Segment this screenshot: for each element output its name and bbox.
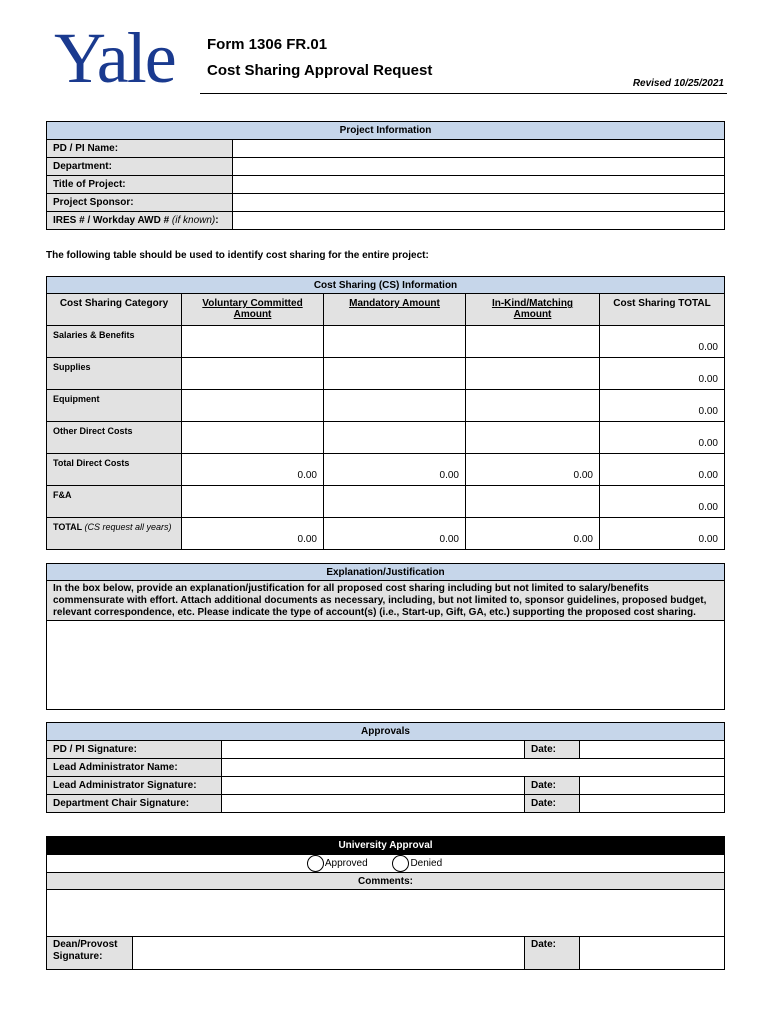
pi-name-field[interactable] xyxy=(233,140,725,158)
total-direct-mandatory: 0.00 xyxy=(324,454,466,486)
lead-admin-date-field[interactable] xyxy=(580,777,725,795)
fa-voluntary[interactable] xyxy=(182,486,324,518)
table-row xyxy=(47,390,725,422)
pi-date-label: Date: xyxy=(525,741,580,759)
category-other-direct: Other Direct Costs xyxy=(47,422,182,454)
dean-date-label: Date: xyxy=(525,937,580,970)
dean-date-field[interactable] xyxy=(580,937,725,970)
category-total-note: (CS request all years) xyxy=(84,522,172,532)
lead-admin-signature-label: Lead Administrator Signature: xyxy=(47,777,222,795)
project-info-header: Project Information xyxy=(47,122,725,140)
equipment-total: 0.00 xyxy=(600,390,725,422)
total-total: 0.00 xyxy=(600,518,725,550)
supplies-inkind[interactable] xyxy=(466,358,600,390)
denied-radio[interactable] xyxy=(392,855,409,872)
revised-date: Revised 10/25/2021 xyxy=(632,78,724,89)
table-row xyxy=(47,454,725,486)
department-field[interactable] xyxy=(233,158,725,176)
ires-awd-label-suffix: : xyxy=(215,215,219,226)
dept-chair-date-field[interactable] xyxy=(580,795,725,813)
total-mandatory: 0.00 xyxy=(324,518,466,550)
pi-signature-field[interactable] xyxy=(222,741,525,759)
lead-admin-date-label: Date: xyxy=(525,777,580,795)
dept-chair-signature-field[interactable] xyxy=(222,795,525,813)
supplies-mandatory[interactable] xyxy=(324,358,466,390)
project-title-field[interactable] xyxy=(233,176,725,194)
category-fa: F&A xyxy=(47,486,182,518)
equipment-voluntary[interactable] xyxy=(182,390,324,422)
project-sponsor-field[interactable] xyxy=(233,194,725,212)
explanation-header: Explanation/Justification xyxy=(47,564,725,581)
cost-sharing-lead-text: The following table should be used to identify cost sharing for the entire project: xyxy=(46,250,429,261)
header-rule xyxy=(200,93,727,94)
approvals-header: Approvals xyxy=(47,723,725,741)
approvals-table xyxy=(46,722,725,813)
dept-chair-date-label: Date: xyxy=(525,795,580,813)
explanation-instructions: In the box below, provide an explanation/justification for all proposed cost sharing including but not limited to salary/benefits commensurate with effort. Attach additional documents as necessary, including, but not limited to, sponsor guidelines, proposed budget, relevant correspondence, etc. Please indicate the type of account(s) (i.e., Start-up, Gift, GA, etc.) supporting the proposed cost sharing. xyxy=(47,581,725,621)
salaries-inkind[interactable] xyxy=(466,326,600,358)
category-equipment: Equipment xyxy=(47,390,182,422)
category-supplies: Supplies xyxy=(47,358,182,390)
equipment-inkind[interactable] xyxy=(466,390,600,422)
dean-signature-field[interactable] xyxy=(133,937,525,970)
total-direct-voluntary: 0.00 xyxy=(182,454,324,486)
comments-field[interactable] xyxy=(47,890,725,937)
total-inkind: 0.00 xyxy=(466,518,600,550)
total-direct-total: 0.00 xyxy=(600,454,725,486)
table-row xyxy=(47,422,725,454)
supplies-voluntary[interactable] xyxy=(182,358,324,390)
col-category: Cost Sharing Category xyxy=(47,294,182,326)
ires-awd-label xyxy=(47,212,233,230)
category-total-direct: Total Direct Costs xyxy=(47,454,182,486)
table-row xyxy=(47,358,725,390)
table-row xyxy=(47,518,725,550)
salaries-voluntary[interactable] xyxy=(182,326,324,358)
university-approval-header: University Approval xyxy=(47,837,725,855)
salaries-mandatory[interactable] xyxy=(324,326,466,358)
table-row xyxy=(47,326,725,358)
approved-radio[interactable] xyxy=(307,855,324,872)
other-direct-total: 0.00 xyxy=(600,422,725,454)
approved-label: Approved xyxy=(324,858,368,869)
form-number: Form 1306 FR.01 xyxy=(207,36,328,53)
total-direct-inkind: 0.00 xyxy=(466,454,600,486)
category-salaries: Salaries & Benefits xyxy=(47,326,182,358)
supplies-total: 0.00 xyxy=(600,358,725,390)
explanation-table xyxy=(46,563,725,710)
yale-logo: Yale xyxy=(54,18,175,98)
col-total: Cost Sharing TOTAL xyxy=(600,294,725,326)
fa-mandatory[interactable] xyxy=(324,486,466,518)
other-direct-inkind[interactable] xyxy=(466,422,600,454)
col-inkind: In-Kind/Matching Amount xyxy=(466,294,600,326)
lead-admin-signature-field[interactable] xyxy=(222,777,525,795)
dept-chair-signature-label: Department Chair Signature: xyxy=(47,795,222,813)
department-label: Department: xyxy=(47,158,233,176)
table-row xyxy=(47,486,725,518)
fa-inkind[interactable] xyxy=(466,486,600,518)
pi-name-label: PD / PI Name: xyxy=(47,140,233,158)
university-approval-table xyxy=(46,836,725,970)
cost-sharing-header: Cost Sharing (CS) Information xyxy=(47,277,725,294)
other-direct-mandatory[interactable] xyxy=(324,422,466,454)
category-total xyxy=(47,518,182,550)
lead-admin-name-field[interactable] xyxy=(222,759,725,777)
denied-label: Denied xyxy=(410,858,443,869)
form-title: Cost Sharing Approval Request xyxy=(207,62,433,79)
project-info-table xyxy=(46,121,725,230)
comments-label: Comments: xyxy=(47,873,725,890)
project-title-label: Title of Project: xyxy=(47,176,233,194)
dean-signature-label: Dean/Provost Signature: xyxy=(47,937,133,970)
decision-row xyxy=(47,855,725,873)
cost-sharing-table xyxy=(46,276,725,550)
col-mandatory: Mandatory Amount xyxy=(324,294,466,326)
ires-awd-label-note: (if known) xyxy=(171,215,216,226)
ires-awd-label-text: IRES # / Workday AWD # xyxy=(53,215,172,226)
pi-date-field[interactable] xyxy=(580,741,725,759)
total-voluntary: 0.00 xyxy=(182,518,324,550)
project-sponsor-label: Project Sponsor: xyxy=(47,194,233,212)
equipment-mandatory[interactable] xyxy=(324,390,466,422)
explanation-field[interactable] xyxy=(47,621,725,710)
salaries-total: 0.00 xyxy=(600,326,725,358)
ires-awd-field[interactable] xyxy=(233,212,725,230)
category-total-label: TOTAL xyxy=(53,522,82,532)
pi-signature-label: PD / PI Signature: xyxy=(47,741,222,759)
other-direct-voluntary[interactable] xyxy=(182,422,324,454)
col-voluntary: Voluntary Committed Amount xyxy=(182,294,324,326)
lead-admin-name-label: Lead Administrator Name: xyxy=(47,759,222,777)
fa-total: 0.00 xyxy=(600,486,725,518)
